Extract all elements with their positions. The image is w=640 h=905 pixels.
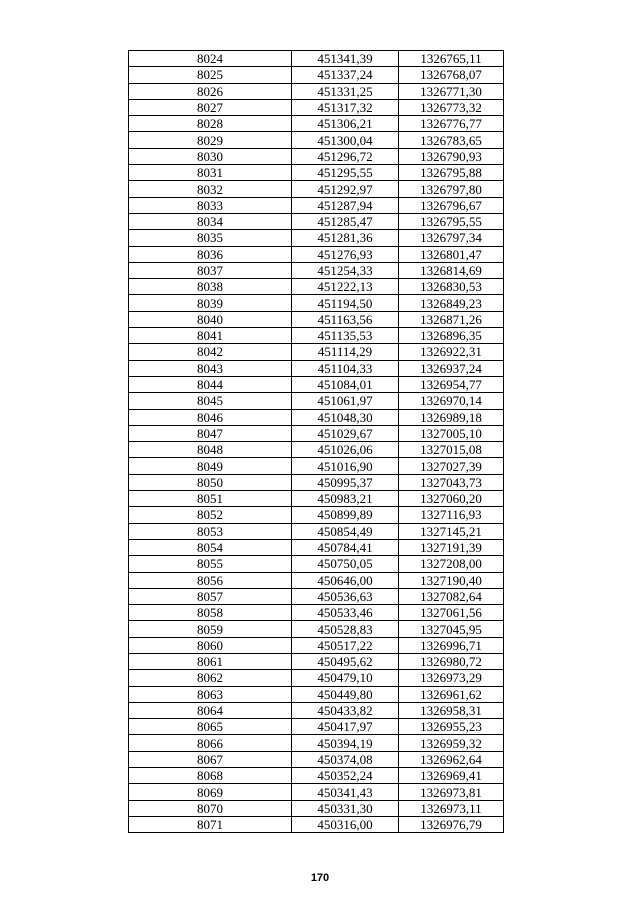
- y-coordinate-cell: 1326783,65: [399, 132, 504, 148]
- x-coordinate-cell: 450750,05: [292, 556, 399, 572]
- point-number-cell: 8057: [129, 588, 292, 604]
- y-coordinate-cell: 1326970,14: [399, 393, 504, 409]
- y-coordinate-cell: 1326973,11: [399, 800, 504, 816]
- table-row: [129, 686, 504, 702]
- table-row: [129, 507, 504, 523]
- point-number-cell: 8068: [129, 768, 292, 784]
- x-coordinate-cell: 451306,21: [292, 116, 399, 132]
- y-coordinate-cell: 1326922,31: [399, 344, 504, 360]
- x-coordinate-cell: 450533,46: [292, 605, 399, 621]
- x-coordinate-cell: 450479,10: [292, 670, 399, 686]
- x-coordinate-cell: 450517,22: [292, 637, 399, 653]
- table-row: [129, 702, 504, 718]
- x-coordinate-cell: 451341,39: [292, 51, 399, 67]
- point-number-cell: 8031: [129, 165, 292, 181]
- y-coordinate-cell: 1327015,08: [399, 442, 504, 458]
- table-row: [129, 279, 504, 295]
- y-coordinate-cell: 1326954,77: [399, 376, 504, 392]
- point-number-cell: 8059: [129, 621, 292, 637]
- table-row: [129, 588, 504, 604]
- y-coordinate-cell: 1326776,77: [399, 116, 504, 132]
- table-row: [129, 784, 504, 800]
- table-row: [129, 213, 504, 229]
- table-row: [129, 442, 504, 458]
- table-row: [129, 51, 504, 67]
- coordinates-table-body: [129, 51, 504, 833]
- table-row: [129, 83, 504, 99]
- point-number-cell: 8048: [129, 442, 292, 458]
- point-number-cell: 8029: [129, 132, 292, 148]
- point-number-cell: 8043: [129, 360, 292, 376]
- y-coordinate-cell: 1326814,69: [399, 262, 504, 278]
- x-coordinate-cell: 451084,01: [292, 376, 399, 392]
- point-number-cell: 8051: [129, 491, 292, 507]
- x-coordinate-cell: 451135,53: [292, 328, 399, 344]
- table-row: [129, 230, 504, 246]
- point-number-cell: 8052: [129, 507, 292, 523]
- point-number-cell: 8053: [129, 523, 292, 539]
- table-row: [129, 67, 504, 83]
- y-coordinate-cell: 1326973,29: [399, 670, 504, 686]
- y-coordinate-cell: 1326790,93: [399, 148, 504, 164]
- coordinates-table: [128, 50, 504, 833]
- table-row: [129, 653, 504, 669]
- table-row: [129, 539, 504, 555]
- point-number-cell: 8036: [129, 246, 292, 262]
- point-number-cell: 8055: [129, 556, 292, 572]
- x-coordinate-cell: 451194,50: [292, 295, 399, 311]
- point-number-cell: 8047: [129, 425, 292, 441]
- table-row: [129, 458, 504, 474]
- point-number-cell: 8027: [129, 99, 292, 115]
- y-coordinate-cell: 1326801,47: [399, 246, 504, 262]
- y-coordinate-cell: 1326796,67: [399, 197, 504, 213]
- x-coordinate-cell: 451061,97: [292, 393, 399, 409]
- table-row: [129, 409, 504, 425]
- x-coordinate-cell: 450495,62: [292, 653, 399, 669]
- point-number-cell: 8058: [129, 605, 292, 621]
- y-coordinate-cell: 1326795,55: [399, 213, 504, 229]
- x-coordinate-cell: 450417,97: [292, 719, 399, 735]
- table-row: [129, 751, 504, 767]
- x-coordinate-cell: 451300,04: [292, 132, 399, 148]
- y-coordinate-cell: 1326896,35: [399, 328, 504, 344]
- y-coordinate-cell: 1326973,81: [399, 784, 504, 800]
- point-number-cell: 8044: [129, 376, 292, 392]
- table-row: [129, 800, 504, 816]
- point-number-cell: 8054: [129, 539, 292, 555]
- point-number-cell: 8026: [129, 83, 292, 99]
- y-coordinate-cell: 1326955,23: [399, 719, 504, 735]
- y-coordinate-cell: 1326849,23: [399, 295, 504, 311]
- x-coordinate-cell: 450899,89: [292, 507, 399, 523]
- x-coordinate-cell: 451163,56: [292, 311, 399, 327]
- x-coordinate-cell: 450331,30: [292, 800, 399, 816]
- x-coordinate-cell: 451026,06: [292, 442, 399, 458]
- x-coordinate-cell: 450854,49: [292, 523, 399, 539]
- x-coordinate-cell: 450983,21: [292, 491, 399, 507]
- point-number-cell: 8062: [129, 670, 292, 686]
- y-coordinate-cell: 1326969,41: [399, 768, 504, 784]
- point-number-cell: 8045: [129, 393, 292, 409]
- x-coordinate-cell: 450995,37: [292, 474, 399, 490]
- x-coordinate-cell: 450316,00: [292, 816, 399, 832]
- table-row: [129, 621, 504, 637]
- y-coordinate-cell: 1327027,39: [399, 458, 504, 474]
- point-number-cell: 8032: [129, 181, 292, 197]
- x-coordinate-cell: 450394,19: [292, 735, 399, 751]
- point-number-cell: 8071: [129, 816, 292, 832]
- table-row: [129, 376, 504, 392]
- point-number-cell: 8056: [129, 572, 292, 588]
- point-number-cell: 8070: [129, 800, 292, 816]
- table-row: [129, 556, 504, 572]
- x-coordinate-cell: 451337,24: [292, 67, 399, 83]
- point-number-cell: 8064: [129, 702, 292, 718]
- x-coordinate-cell: 450352,24: [292, 768, 399, 784]
- x-coordinate-cell: 451029,67: [292, 425, 399, 441]
- x-coordinate-cell: 451317,32: [292, 99, 399, 115]
- y-coordinate-cell: 1326959,32: [399, 735, 504, 751]
- point-number-cell: 8041: [129, 328, 292, 344]
- y-coordinate-cell: 1326937,24: [399, 360, 504, 376]
- point-number-cell: 8067: [129, 751, 292, 767]
- y-coordinate-cell: 1326958,31: [399, 702, 504, 718]
- table-row: [129, 360, 504, 376]
- point-number-cell: 8066: [129, 735, 292, 751]
- x-coordinate-cell: 451287,94: [292, 197, 399, 213]
- point-number-cell: 8030: [129, 148, 292, 164]
- table-row: [129, 197, 504, 213]
- point-number-cell: 8069: [129, 784, 292, 800]
- table-row: [129, 99, 504, 115]
- y-coordinate-cell: 1326765,11: [399, 51, 504, 67]
- y-coordinate-cell: 1327116,93: [399, 507, 504, 523]
- y-coordinate-cell: 1326962,64: [399, 751, 504, 767]
- y-coordinate-cell: 1326771,30: [399, 83, 504, 99]
- y-coordinate-cell: 1326989,18: [399, 409, 504, 425]
- point-number-cell: 8049: [129, 458, 292, 474]
- y-coordinate-cell: 1327060,20: [399, 491, 504, 507]
- table-row: [129, 768, 504, 784]
- y-coordinate-cell: 1327208,00: [399, 556, 504, 572]
- y-coordinate-cell: 1326976,79: [399, 816, 504, 832]
- table-row: [129, 637, 504, 653]
- x-coordinate-cell: 451222,13: [292, 279, 399, 295]
- x-coordinate-cell: 451292,97: [292, 181, 399, 197]
- page-number: 170: [310, 872, 330, 884]
- y-coordinate-cell: 1326830,53: [399, 279, 504, 295]
- table-row: [129, 670, 504, 686]
- x-coordinate-cell: 451276,93: [292, 246, 399, 262]
- point-number-cell: 8035: [129, 230, 292, 246]
- y-coordinate-cell: 1326773,32: [399, 99, 504, 115]
- point-number-cell: 8063: [129, 686, 292, 702]
- table-row: [129, 572, 504, 588]
- table-row: [129, 425, 504, 441]
- x-coordinate-cell: 451104,33: [292, 360, 399, 376]
- x-coordinate-cell: 450646,00: [292, 572, 399, 588]
- y-coordinate-cell: 1326797,34: [399, 230, 504, 246]
- x-coordinate-cell: 451331,25: [292, 83, 399, 99]
- table-row: [129, 491, 504, 507]
- table-row: [129, 344, 504, 360]
- table-row: [129, 474, 504, 490]
- point-number-cell: 8038: [129, 279, 292, 295]
- table-row: [129, 311, 504, 327]
- point-number-cell: 8042: [129, 344, 292, 360]
- table-row: [129, 816, 504, 832]
- x-coordinate-cell: 450433,82: [292, 702, 399, 718]
- x-coordinate-cell: 450528,83: [292, 621, 399, 637]
- point-number-cell: 8046: [129, 409, 292, 425]
- point-number-cell: 8040: [129, 311, 292, 327]
- point-number-cell: 8039: [129, 295, 292, 311]
- table-row: [129, 262, 504, 278]
- x-coordinate-cell: 450341,43: [292, 784, 399, 800]
- table-row: [129, 605, 504, 621]
- point-number-cell: 8033: [129, 197, 292, 213]
- y-coordinate-cell: 1327191,39: [399, 539, 504, 555]
- point-number-cell: 8034: [129, 213, 292, 229]
- point-number-cell: 8024: [129, 51, 292, 67]
- x-coordinate-cell: 450536,63: [292, 588, 399, 604]
- point-number-cell: 8060: [129, 637, 292, 653]
- table-row: [129, 393, 504, 409]
- table-row: [129, 246, 504, 262]
- y-coordinate-cell: 1326871,26: [399, 311, 504, 327]
- y-coordinate-cell: 1326961,62: [399, 686, 504, 702]
- x-coordinate-cell: 451281,36: [292, 230, 399, 246]
- x-coordinate-cell: 451254,33: [292, 262, 399, 278]
- x-coordinate-cell: 451295,55: [292, 165, 399, 181]
- table-row: [129, 735, 504, 751]
- table-row: [129, 165, 504, 181]
- y-coordinate-cell: 1327005,10: [399, 425, 504, 441]
- x-coordinate-cell: 451285,47: [292, 213, 399, 229]
- y-coordinate-cell: 1326996,71: [399, 637, 504, 653]
- table-row: [129, 523, 504, 539]
- y-coordinate-cell: 1327061,56: [399, 605, 504, 621]
- x-coordinate-cell: 450449,80: [292, 686, 399, 702]
- table-row: [129, 116, 504, 132]
- y-coordinate-cell: 1326768,07: [399, 67, 504, 83]
- x-coordinate-cell: 450374,08: [292, 751, 399, 767]
- point-number-cell: 8028: [129, 116, 292, 132]
- table-row: [129, 181, 504, 197]
- point-number-cell: 8065: [129, 719, 292, 735]
- y-coordinate-cell: 1327190,40: [399, 572, 504, 588]
- table-row: [129, 132, 504, 148]
- point-number-cell: 8061: [129, 653, 292, 669]
- x-coordinate-cell: 451114,29: [292, 344, 399, 360]
- table-row: [129, 328, 504, 344]
- y-coordinate-cell: 1327145,21: [399, 523, 504, 539]
- x-coordinate-cell: 451048,30: [292, 409, 399, 425]
- y-coordinate-cell: 1327082,64: [399, 588, 504, 604]
- table-row: [129, 719, 504, 735]
- y-coordinate-cell: 1326980,72: [399, 653, 504, 669]
- table-row: [129, 148, 504, 164]
- y-coordinate-cell: 1326797,80: [399, 181, 504, 197]
- y-coordinate-cell: 1326795,88: [399, 165, 504, 181]
- point-number-cell: 8037: [129, 262, 292, 278]
- y-coordinate-cell: 1327043,73: [399, 474, 504, 490]
- point-number-cell: 8025: [129, 67, 292, 83]
- table-row: [129, 295, 504, 311]
- y-coordinate-cell: 1327045,95: [399, 621, 504, 637]
- x-coordinate-cell: 450784,41: [292, 539, 399, 555]
- x-coordinate-cell: 451016,90: [292, 458, 399, 474]
- point-number-cell: 8050: [129, 474, 292, 490]
- x-coordinate-cell: 451296,72: [292, 148, 399, 164]
